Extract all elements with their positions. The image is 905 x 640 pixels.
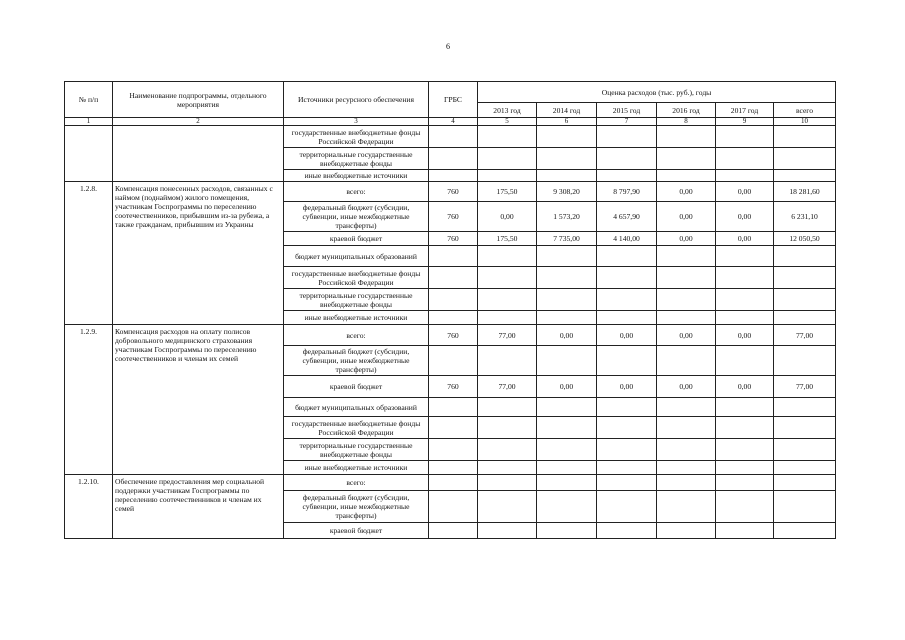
total-value-cell <box>774 346 836 376</box>
funding-source: всего: <box>284 182 429 202</box>
year-value-cell: 0,00 <box>716 202 774 232</box>
year-value-cell <box>478 439 537 461</box>
value-cell <box>478 148 537 170</box>
funding-source: бюджет муниципальных образований <box>284 246 429 267</box>
year-value-cell: 1 573,20 <box>537 202 597 232</box>
table-row <box>65 325 836 346</box>
grbs-code <box>429 267 478 289</box>
year-value-cell <box>657 523 716 539</box>
grbs-code <box>429 475 478 491</box>
funding-source: территориальные государственные внебюджетные фонды <box>284 439 429 461</box>
funding-source: федеральный бюджет (субсидии, субвенции, иные межбюджетные трансферты) <box>284 346 429 376</box>
value-cell <box>716 126 774 148</box>
grbs-code: 760 <box>429 376 478 398</box>
year-value-cell: 9 308,20 <box>537 182 597 202</box>
year-value-cell: 0,00 <box>716 376 774 398</box>
grbs-code <box>429 246 478 267</box>
grbs-code: 760 <box>429 325 478 346</box>
funding-source: иные внебюджетные источники <box>284 311 429 325</box>
year-value-cell <box>478 398 537 417</box>
grbs-code <box>429 461 478 475</box>
year-value-cell: 0,00 <box>716 232 774 246</box>
year-value-cell: 77,00 <box>478 376 537 398</box>
grbs-code: 760 <box>429 202 478 232</box>
year-value-cell: 7 735,00 <box>537 232 597 246</box>
year-value-cell <box>537 398 597 417</box>
year-value-cell: 175,50 <box>478 182 537 202</box>
year-value-cell <box>478 461 537 475</box>
year-value-cell <box>657 461 716 475</box>
year-value-cell <box>537 246 597 267</box>
year-value-cell <box>657 417 716 439</box>
value-cell <box>597 148 657 170</box>
value-cell <box>657 148 716 170</box>
total-value-cell <box>774 417 836 439</box>
grbs-code <box>429 148 478 170</box>
header-name: Наименование подпрограммы, отдельного мероприятия <box>113 82 284 118</box>
funding-source: иные внебюджетные источники <box>284 170 429 182</box>
item-name: Компенсация понесенных расходов, связанных с наймом (поднаймом) жилого помещения, участникам Госпрограммы по переселению соотечественников, прибывшим из-за рубежа, а также гражданам, прибывшим из Украины <box>113 182 284 325</box>
year-value-cell <box>657 311 716 325</box>
funding-source: государственные внебюджетные фонды Российской Федерации <box>284 126 429 148</box>
year-value-cell <box>716 398 774 417</box>
value-cell <box>774 148 836 170</box>
column-number: 10 <box>774 118 836 126</box>
funding-source: территориальные государственные внебюджетные фонды <box>284 289 429 311</box>
year-value-cell <box>537 491 597 523</box>
year-value-cell <box>537 475 597 491</box>
year-value-cell <box>597 461 657 475</box>
value-cell <box>716 170 774 182</box>
total-value-cell: 77,00 <box>774 325 836 346</box>
year-value-cell: 77,00 <box>478 325 537 346</box>
year-value-cell <box>716 417 774 439</box>
column-number: 3 <box>284 118 429 126</box>
year-value-cell <box>716 461 774 475</box>
year-value-cell <box>716 346 774 376</box>
year-value-cell: 0,00 <box>657 376 716 398</box>
column-number: 2 <box>113 118 284 126</box>
grbs-code <box>429 439 478 461</box>
value-cell <box>716 148 774 170</box>
header-estimate: Оценка расходов (тыс. руб.), годы <box>478 82 836 103</box>
year-value-cell <box>478 346 537 376</box>
grbs-code <box>429 523 478 539</box>
grbs-code <box>429 170 478 182</box>
grbs-code <box>429 491 478 523</box>
year-value-cell: 4 140,00 <box>597 232 657 246</box>
grbs-code <box>429 289 478 311</box>
year-value-cell <box>716 267 774 289</box>
year-value-cell <box>478 246 537 267</box>
grbs-code: 760 <box>429 182 478 202</box>
grbs-code <box>429 346 478 376</box>
year-value-cell: 0,00 <box>537 376 597 398</box>
item-code: 1.2.10. <box>65 475 113 539</box>
value-cell <box>478 126 537 148</box>
year-value-cell <box>597 267 657 289</box>
total-value-cell <box>774 491 836 523</box>
year-value-cell <box>478 417 537 439</box>
total-value-cell: 77,00 <box>774 376 836 398</box>
year-value-cell <box>657 289 716 311</box>
value-cell <box>537 126 597 148</box>
year-value-cell <box>716 439 774 461</box>
grbs-code <box>429 417 478 439</box>
year-value-cell: 0,00 <box>716 182 774 202</box>
year-value-cell: 175,50 <box>478 232 537 246</box>
year-value-cell <box>537 439 597 461</box>
year-value-cell <box>716 491 774 523</box>
value-cell <box>537 148 597 170</box>
year-value-cell <box>597 346 657 376</box>
funding-source: государственные внебюджетные фонды Российской Федерации <box>284 267 429 289</box>
funding-source: краевой бюджет <box>284 523 429 539</box>
column-number: 9 <box>716 118 774 126</box>
year-value-cell <box>716 311 774 325</box>
value-cell <box>774 126 836 148</box>
year-value-cell <box>597 398 657 417</box>
year-value-cell <box>597 523 657 539</box>
total-value-cell: 6 231,10 <box>774 202 836 232</box>
total-value-cell <box>774 475 836 491</box>
funding-source: федеральный бюджет (субсидии, субвенции, иные межбюджетные трансферты) <box>284 202 429 232</box>
value-cell <box>478 170 537 182</box>
year-value-cell <box>597 311 657 325</box>
year-value-cell: 0,00 <box>657 182 716 202</box>
total-value-cell <box>774 461 836 475</box>
header-year: 2014 год <box>537 103 597 118</box>
header-year: 2015 год <box>597 103 657 118</box>
funding-source: государственные внебюджетные фонды Российской Федерации <box>284 417 429 439</box>
year-value-cell <box>478 289 537 311</box>
year-value-cell: 0,00 <box>657 232 716 246</box>
year-value-cell <box>597 439 657 461</box>
total-value-cell: 18 281,60 <box>774 182 836 202</box>
funding-source: иные внебюджетные источники <box>284 461 429 475</box>
year-value-cell <box>597 246 657 267</box>
year-value-cell <box>657 246 716 267</box>
year-value-cell <box>597 289 657 311</box>
year-value-cell <box>597 417 657 439</box>
total-value-cell <box>774 398 836 417</box>
value-cell <box>597 170 657 182</box>
table-row <box>65 475 836 491</box>
year-value-cell <box>716 246 774 267</box>
funding-source: краевой бюджет <box>284 376 429 398</box>
item-name: Обеспечение предоставления мер социальной поддержки участникам Госпрограммы по переселению соотечественников и членам их семей <box>113 475 284 539</box>
year-value-cell <box>657 439 716 461</box>
item-code: 1.2.9. <box>65 325 113 475</box>
year-value-cell: 4 657,90 <box>597 202 657 232</box>
value-cell <box>597 126 657 148</box>
year-value-cell <box>657 491 716 523</box>
year-value-cell <box>657 398 716 417</box>
header-total: всего <box>774 103 836 118</box>
year-value-cell: 0,00 <box>478 202 537 232</box>
year-value-cell <box>537 461 597 475</box>
column-number: 5 <box>478 118 537 126</box>
column-number: 6 <box>537 118 597 126</box>
total-value-cell <box>774 289 836 311</box>
year-value-cell <box>537 311 597 325</box>
year-value-cell: 0,00 <box>537 325 597 346</box>
total-value-cell <box>774 311 836 325</box>
year-value-cell: 8 797,90 <box>597 182 657 202</box>
year-value-cell <box>597 475 657 491</box>
year-value-cell <box>716 475 774 491</box>
total-value-cell <box>774 523 836 539</box>
funding-source: территориальные государственные внебюджетные фонды <box>284 148 429 170</box>
funding-source: всего: <box>284 325 429 346</box>
year-value-cell: 0,00 <box>657 202 716 232</box>
total-value-cell: 12 050,50 <box>774 232 836 246</box>
column-number: 4 <box>429 118 478 126</box>
column-number: 1 <box>65 118 113 126</box>
year-value-cell <box>478 491 537 523</box>
year-value-cell <box>537 289 597 311</box>
year-value-cell <box>478 311 537 325</box>
total-value-cell <box>774 439 836 461</box>
header-grbs: ГРБС <box>429 82 478 118</box>
budget-table <box>64 81 836 539</box>
item-name: Компенсация расходов на оплату полисов добровольного медицинского страхования участникам Госпрограммы по переселению соотечественников и членам их семей <box>113 325 284 475</box>
year-value-cell <box>537 346 597 376</box>
total-value-cell <box>774 246 836 267</box>
year-value-cell <box>657 346 716 376</box>
item-code: 1.2.8. <box>65 182 113 325</box>
column-number: 7 <box>597 118 657 126</box>
year-value-cell <box>537 267 597 289</box>
year-value-cell: 0,00 <box>597 376 657 398</box>
grbs-code: 760 <box>429 232 478 246</box>
page-number: 6 <box>446 42 450 51</box>
value-cell <box>657 170 716 182</box>
year-value-cell: 0,00 <box>657 325 716 346</box>
year-value-cell <box>537 523 597 539</box>
total-value-cell <box>774 267 836 289</box>
table-row <box>65 182 836 202</box>
year-value-cell <box>478 267 537 289</box>
header-year: 2017 год <box>716 103 774 118</box>
column-number: 8 <box>657 118 716 126</box>
year-value-cell <box>716 289 774 311</box>
year-value-cell <box>657 475 716 491</box>
grbs-code <box>429 398 478 417</box>
year-value-cell <box>716 523 774 539</box>
funding-source: краевой бюджет <box>284 232 429 246</box>
funding-source: бюджет муниципальных образований <box>284 398 429 417</box>
year-value-cell <box>597 491 657 523</box>
table-row <box>65 126 836 148</box>
header-year: 2016 год <box>657 103 716 118</box>
header-source: Источники ресурсного обеспечения <box>284 82 429 118</box>
year-value-cell <box>478 475 537 491</box>
funding-source: федеральный бюджет (субсидии, субвенции, иные межбюджетные трансферты) <box>284 491 429 523</box>
year-value-cell: 0,00 <box>716 325 774 346</box>
year-value-cell: 0,00 <box>597 325 657 346</box>
year-value-cell <box>537 417 597 439</box>
value-cell <box>774 170 836 182</box>
value-cell <box>537 170 597 182</box>
grbs-code <box>429 311 478 325</box>
year-value-cell <box>657 267 716 289</box>
value-cell <box>657 126 716 148</box>
header-num: № п/п <box>65 82 113 118</box>
header-year: 2013 год <box>478 103 537 118</box>
year-value-cell <box>478 523 537 539</box>
funding-source: всего: <box>284 475 429 491</box>
grbs-code <box>429 126 478 148</box>
item-code <box>65 126 113 182</box>
item-name <box>113 126 284 182</box>
